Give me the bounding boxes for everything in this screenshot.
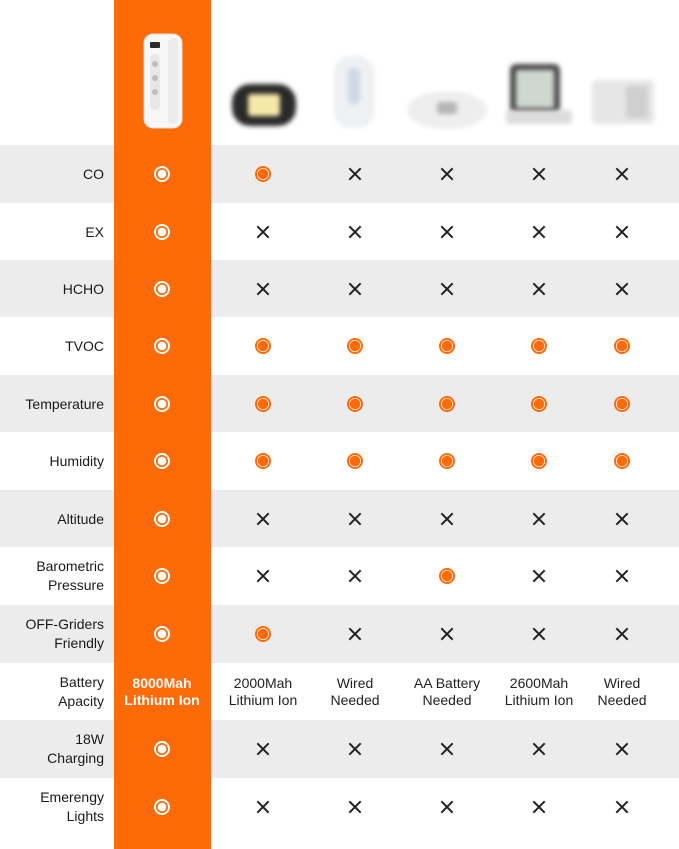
comparison-cell	[116, 778, 208, 836]
feature-label	[0, 375, 104, 433]
comparison-cell	[493, 145, 585, 203]
highlight-cell	[114, 547, 211, 605]
not-supported-x-icon	[256, 512, 270, 526]
comparison-cell	[493, 778, 585, 836]
not-supported-x-icon	[532, 627, 546, 641]
comparison-cell	[217, 145, 309, 203]
cell-text-line: Lithium Ion	[228, 692, 298, 708]
comparison-cell	[116, 720, 208, 778]
feature-row	[0, 317, 679, 375]
cell-text-line: Pressure	[47, 577, 104, 593]
not-supported-x-icon	[440, 512, 454, 526]
comparison-cell	[493, 203, 585, 261]
comparison-cell	[309, 778, 401, 836]
supported-dot-icon	[614, 453, 630, 469]
not-supported-x-icon	[615, 569, 629, 583]
not-supported-x-icon	[348, 800, 362, 814]
feature-label	[0, 432, 104, 490]
comparison-cell	[401, 490, 493, 548]
supported-dot-icon	[614, 396, 630, 412]
comparison-cell	[309, 490, 401, 548]
cell-text-line: EX	[85, 223, 104, 240]
not-supported-x-icon	[615, 512, 629, 526]
comparison-cell	[116, 145, 208, 203]
supported-dot-icon	[614, 338, 630, 354]
air-quality-monitor-device-image	[138, 30, 188, 130]
comparison-cell	[401, 605, 493, 663]
highlight-cell	[114, 432, 211, 490]
comparison-cell	[576, 490, 668, 548]
feature-row	[0, 375, 679, 433]
comparison-cell	[309, 720, 401, 778]
feature-row	[0, 720, 679, 778]
supported-dot-icon	[154, 453, 170, 469]
comparison-cell	[309, 605, 401, 663]
not-supported-x-icon	[615, 800, 629, 814]
feature-row	[0, 203, 679, 261]
not-supported-x-icon	[440, 225, 454, 239]
comparison-cell	[576, 720, 668, 778]
comparison-cell	[217, 605, 309, 663]
cell-text-line: Friendly	[54, 635, 104, 651]
comparison-cell	[116, 317, 208, 375]
comparison-cell	[116, 432, 208, 490]
not-supported-x-icon	[256, 742, 270, 756]
not-supported-x-icon	[440, 282, 454, 296]
competitor-5-device-image	[588, 72, 658, 130]
not-supported-x-icon	[348, 167, 362, 181]
cell-text-line: OFF-Griders	[25, 616, 104, 632]
not-supported-x-icon	[532, 282, 546, 296]
supported-dot-icon	[154, 224, 170, 240]
highlight-cell	[114, 317, 211, 375]
comparison-cell	[217, 778, 309, 836]
not-supported-x-icon	[348, 512, 362, 526]
comparison-cell	[576, 260, 668, 318]
not-supported-x-icon	[256, 800, 270, 814]
comparison-cell	[493, 490, 585, 548]
comparison-cell	[116, 203, 208, 261]
comparison-cell	[401, 663, 493, 721]
cell-text-line: Barometric	[36, 558, 104, 574]
comparison-cell	[576, 663, 668, 721]
competitor-1-device-image	[228, 76, 300, 132]
supported-dot-icon	[154, 799, 170, 815]
comparison-cell	[309, 260, 401, 318]
comparison-cell	[493, 317, 585, 375]
not-supported-x-icon	[348, 627, 362, 641]
competitor-2-device-image	[326, 52, 382, 132]
supported-dot-icon	[439, 568, 455, 584]
comparison-cell	[217, 203, 309, 261]
cell-text-line: 18W	[75, 731, 104, 747]
supported-dot-icon	[255, 453, 271, 469]
comparison-cell	[309, 663, 401, 721]
comparison-cell	[401, 317, 493, 375]
cell-text-line: Charging	[47, 750, 104, 766]
comparison-cell	[493, 260, 585, 318]
supported-dot-icon	[439, 453, 455, 469]
comparison-cell	[401, 432, 493, 490]
comparison-cell	[217, 490, 309, 548]
comparison-cell	[401, 778, 493, 836]
supported-dot-icon	[154, 396, 170, 412]
feature-label	[0, 317, 104, 375]
comparison-cell	[217, 663, 309, 721]
comparison-cell	[116, 490, 208, 548]
comparison-cell	[401, 375, 493, 433]
comparison-cell	[401, 145, 493, 203]
cell-text-line: 2600Mah	[509, 675, 569, 691]
cell-text-line: AA Battery	[413, 675, 481, 691]
highlight-cell	[114, 375, 211, 433]
cell-text-line: Emerengy	[40, 789, 104, 805]
comparison-cell	[217, 260, 309, 318]
not-supported-x-icon	[532, 742, 546, 756]
comparison-cell	[576, 432, 668, 490]
feature-label	[0, 778, 104, 836]
supported-dot-icon	[347, 453, 363, 469]
comparison-cell	[576, 778, 668, 836]
feature-row	[0, 547, 679, 605]
feature-row	[0, 260, 679, 318]
supported-dot-icon	[439, 338, 455, 354]
highlight-cell	[114, 663, 211, 721]
comparison-cell	[576, 317, 668, 375]
supported-dot-icon	[154, 568, 170, 584]
feature-label	[0, 145, 104, 203]
not-supported-x-icon	[615, 627, 629, 641]
comparison-cell	[217, 317, 309, 375]
comparison-cell	[493, 547, 585, 605]
comparison-cell	[401, 260, 493, 318]
not-supported-x-icon	[615, 225, 629, 239]
not-supported-x-icon	[440, 167, 454, 181]
comparison-cell	[309, 547, 401, 605]
feature-label	[0, 663, 104, 721]
feature-row	[0, 605, 679, 663]
supported-dot-icon	[154, 511, 170, 527]
cell-text-line: Battery	[59, 674, 104, 690]
supported-dot-icon	[531, 396, 547, 412]
cell-text-line: Needed	[422, 692, 472, 708]
comparison-cell	[493, 720, 585, 778]
feature-row	[0, 145, 679, 203]
supported-dot-icon	[347, 338, 363, 354]
feature-label	[0, 490, 104, 548]
comparison-cell	[576, 547, 668, 605]
not-supported-x-icon	[532, 167, 546, 181]
not-supported-x-icon	[440, 800, 454, 814]
cell-text-line: Apacity	[58, 693, 104, 709]
cell-text-line: Needed	[597, 692, 647, 708]
highlight-cell	[114, 490, 211, 548]
supported-dot-icon	[531, 338, 547, 354]
supported-dot-icon	[154, 626, 170, 642]
not-supported-x-icon	[256, 282, 270, 296]
feature-row	[0, 432, 679, 490]
supported-dot-icon	[154, 338, 170, 354]
comparison-cell	[116, 375, 208, 433]
not-supported-x-icon	[615, 282, 629, 296]
highlight-cell	[114, 260, 211, 318]
comparison-cell	[576, 375, 668, 433]
feature-label	[0, 547, 104, 605]
competitor-3-device-image	[402, 84, 492, 136]
highlight-cell	[114, 778, 211, 836]
feature-label	[0, 605, 104, 663]
comparison-cell	[217, 375, 309, 433]
highlight-cell	[114, 605, 211, 663]
not-supported-x-icon	[532, 225, 546, 239]
comparison-cell	[493, 663, 585, 721]
supported-dot-icon	[255, 338, 271, 354]
cell-text-line: Lithium Ion	[124, 692, 200, 708]
not-supported-x-icon	[440, 742, 454, 756]
comparison-cell	[309, 432, 401, 490]
cell-text-line: Humidity	[49, 452, 104, 469]
not-supported-x-icon	[532, 569, 546, 583]
cell-text-line: Lithium Ion	[504, 692, 574, 708]
comparison-cell	[217, 432, 309, 490]
feature-label	[0, 203, 104, 261]
cell-text-line: Wired	[336, 675, 374, 691]
not-supported-x-icon	[256, 569, 270, 583]
supported-dot-icon	[154, 166, 170, 182]
comparison-cell	[309, 317, 401, 375]
feature-row	[0, 490, 679, 548]
not-supported-x-icon	[615, 742, 629, 756]
comparison-cell	[401, 547, 493, 605]
comparison-cell	[401, 720, 493, 778]
cell-text-line: 2000Mah	[233, 675, 293, 691]
comparison-cell	[116, 605, 208, 663]
supported-dot-icon	[439, 396, 455, 412]
supported-dot-icon	[347, 396, 363, 412]
supported-dot-icon	[154, 281, 170, 297]
cell-text-line: Wired	[603, 675, 641, 691]
cell-text-line: 8000Mah	[132, 675, 192, 691]
not-supported-x-icon	[532, 512, 546, 526]
comparison-cell	[576, 203, 668, 261]
supported-dot-icon	[255, 166, 271, 182]
comparison-cell	[116, 547, 208, 605]
feature-label	[0, 720, 104, 778]
feature-row	[0, 778, 679, 836]
comparison-cell	[309, 145, 401, 203]
comparison-cell	[493, 375, 585, 433]
highlight-cell	[114, 720, 211, 778]
comparison-cell	[217, 547, 309, 605]
not-supported-x-icon	[348, 569, 362, 583]
feature-row	[0, 663, 679, 721]
not-supported-x-icon	[615, 167, 629, 181]
supported-dot-icon	[255, 396, 271, 412]
cell-text-line: HCHO	[62, 280, 104, 297]
cell-text-line: Lights	[66, 808, 104, 824]
supported-dot-icon	[531, 453, 547, 469]
cell-text-line: CO	[83, 165, 104, 182]
cell-text-line: Altitude	[57, 510, 104, 527]
not-supported-x-icon	[348, 742, 362, 756]
not-supported-x-icon	[256, 225, 270, 239]
highlight-cell	[114, 145, 211, 203]
comparison-cell	[493, 605, 585, 663]
competitor-4-device-image	[502, 58, 578, 130]
cell-text-line: Needed	[330, 692, 380, 708]
not-supported-x-icon	[440, 627, 454, 641]
highlight-cell	[114, 203, 211, 261]
feature-label	[0, 260, 104, 318]
comparison-cell	[116, 663, 208, 721]
comparison-cell	[309, 203, 401, 261]
comparison-cell	[576, 145, 668, 203]
comparison-cell	[116, 260, 208, 318]
not-supported-x-icon	[348, 225, 362, 239]
supported-dot-icon	[255, 626, 271, 642]
comparison-cell	[493, 432, 585, 490]
supported-dot-icon	[154, 741, 170, 757]
cell-text-line: TVOC	[65, 337, 104, 354]
not-supported-x-icon	[532, 800, 546, 814]
not-supported-x-icon	[348, 282, 362, 296]
comparison-cell	[309, 375, 401, 433]
cell-text-line: Temperature	[25, 395, 104, 412]
comparison-cell	[401, 203, 493, 261]
comparison-cell	[217, 720, 309, 778]
comparison-cell	[576, 605, 668, 663]
